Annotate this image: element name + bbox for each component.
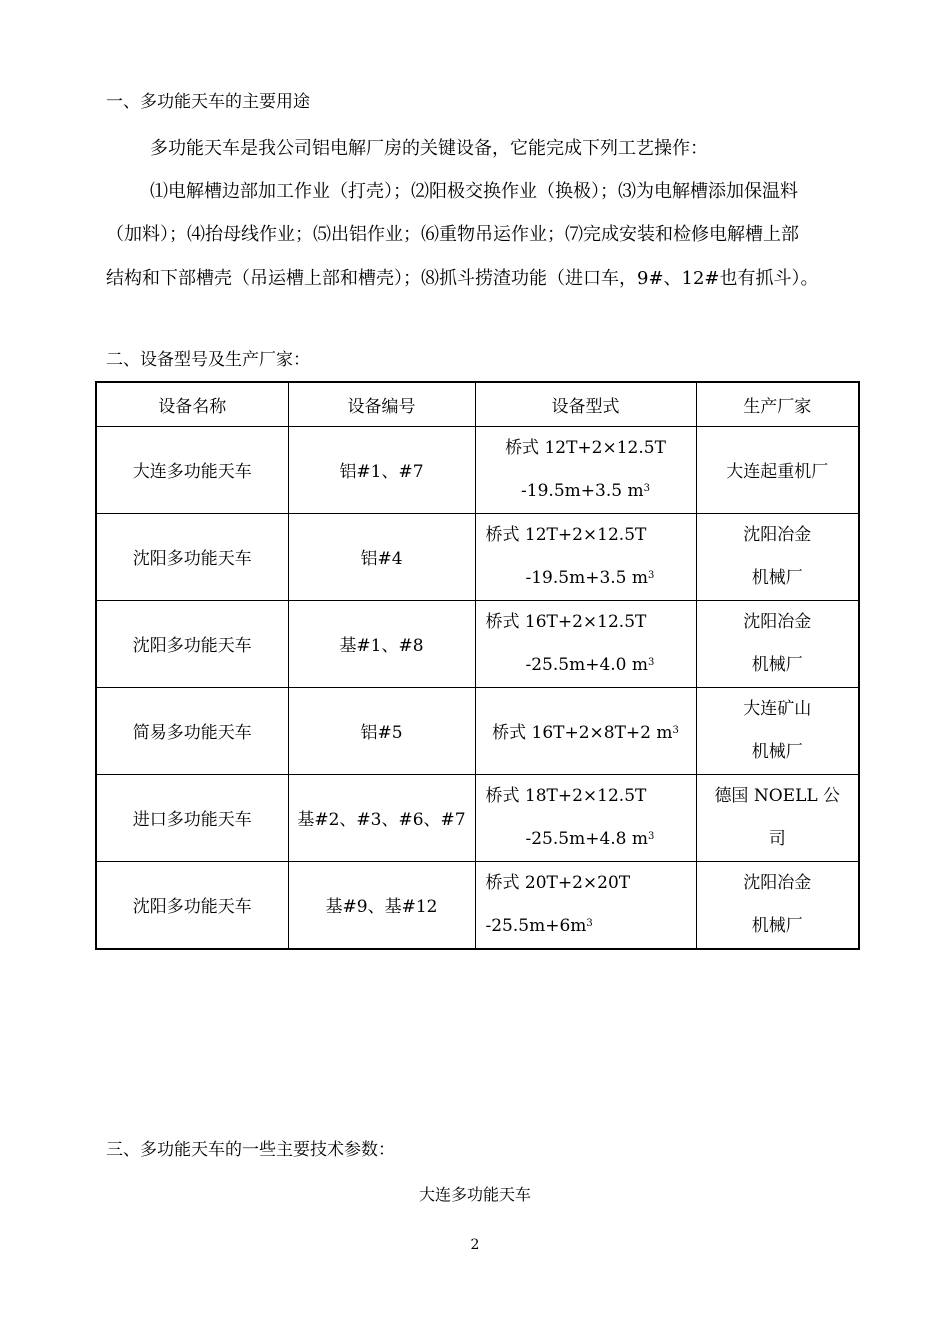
maker-line-2: 机械厂 [751, 654, 803, 675]
page-number: 2 [470, 1237, 480, 1253]
cell-name: 进口多功能天车 [96, 774, 288, 861]
header-name: 设备名称 [96, 382, 288, 426]
maker-line-2: 机械厂 [751, 741, 803, 762]
type-line-2-text: -25.5m+6m [485, 915, 587, 936]
cell-number: 铝#4 [288, 513, 475, 600]
type-line-2 [480, 470, 692, 513]
type-line-2-text: -19.5m+3.5 m [525, 567, 649, 588]
type-line-2 [480, 644, 692, 687]
table-row [96, 600, 859, 687]
cell-name: 沈阳多功能天车 [96, 600, 288, 687]
type-superscript: 3 [643, 482, 650, 494]
type-superscript: 3 [672, 725, 679, 736]
maker-line-1: 沈阳冶金 [743, 872, 812, 893]
section-1-heading: 一、多功能天车的主要用途 [106, 92, 310, 112]
section-3-heading: 三、多功能天车的一些主要技术参数： [106, 1140, 395, 1160]
cell-number: 基#1、#8 [288, 600, 475, 687]
table-row [96, 861, 859, 949]
table-row [96, 774, 859, 861]
cell-number: 铝#1、#7 [288, 426, 475, 513]
type-superscript: 3 [586, 917, 593, 929]
type-line-1: 桥式 16T+2×12.5T [485, 611, 647, 632]
cell-maker [696, 513, 859, 600]
type-line-2 [480, 557, 692, 600]
intro-paragraph: 多功能天车是我公司铝电解厂房的关键设备，它能完成下列工艺操作： [150, 138, 708, 159]
cell-maker [696, 426, 859, 513]
cell-number: 基#2、#3、#6、#7 [288, 774, 475, 861]
maker-line-1: 沈阳冶金 [743, 524, 812, 545]
equipment-table [95, 381, 860, 950]
type-line-2-text: -25.5m+4.8 m [525, 828, 649, 849]
cell-number: 基#9、基#12 [288, 861, 475, 949]
section-2-heading: 二、设备型号及生产厂家： [106, 350, 310, 370]
type-line-1: 桥式 16T+2×8T+2 m [492, 723, 673, 743]
cell-type [475, 600, 696, 687]
cell-maker [696, 687, 859, 774]
type-line-1: 桥式 18T+2×12.5T [485, 785, 647, 806]
header-number: 设备编号 [288, 382, 475, 426]
type-line-2-text: -19.5m+3.5 m [521, 480, 644, 501]
maker-line-1: 大连起重机厂 [726, 462, 829, 482]
maker-line-2: 司 [768, 828, 786, 849]
cell-name: 简易多功能天车 [96, 687, 288, 774]
cell-type [475, 426, 696, 513]
cell-name: 沈阳多功能天车 [96, 861, 288, 949]
type-line-2 [480, 905, 692, 948]
type-superscript: 3 [648, 656, 655, 668]
operations-line-2: （加料）；⑷抬母线作业；⑸出铝作业；⑹重物吊运作业；⑺完成安装和检修电解槽上部 [106, 224, 799, 245]
table-header-row [96, 382, 859, 426]
table-row [96, 426, 859, 513]
maker-line-2: 机械厂 [751, 915, 803, 936]
cell-type [475, 513, 696, 600]
maker-line-1: 大连矿山 [743, 698, 812, 719]
type-line-1: 桥式 12T+2×12.5T [485, 524, 647, 545]
type-superscript: 3 [648, 569, 655, 581]
cell-name: 大连多功能天车 [96, 426, 288, 513]
header-type: 设备型式 [475, 382, 696, 426]
table-row [96, 513, 859, 600]
subsection-title: 大连多功能天车 [418, 1185, 531, 1204]
maker-line-2: 机械厂 [751, 567, 803, 588]
type-line-2-text: -25.5m+4.0 m [525, 654, 649, 675]
maker-line-1: 沈阳冶金 [743, 611, 812, 632]
cell-type [475, 861, 696, 949]
type-line-1: 桥式 20T+2×20T [485, 872, 631, 893]
cell-maker [696, 600, 859, 687]
maker-line-1: 德国 NOELL 公 [714, 785, 841, 806]
cell-name: 沈阳多功能天车 [96, 513, 288, 600]
operations-line-3: 结构和下部槽壳（吊运槽上部和槽壳）；⑻抓斗捞渣功能（进口车，9#、12#也有抓斗）。 [106, 268, 819, 289]
operations-line-1: ⑴电解槽边部加工作业（打壳）；⑵阳极交换作业（换极）；⑶为电解槽添加保温料 [150, 181, 798, 202]
cell-type [475, 774, 696, 861]
type-line-1: 桥式 12T+2×12.5T [505, 437, 666, 458]
type-line-2 [480, 818, 692, 861]
cell-number: 铝#5 [288, 687, 475, 774]
cell-maker [696, 774, 859, 861]
cell-maker [696, 861, 859, 949]
table-row [96, 687, 859, 774]
cell-type [475, 687, 696, 774]
type-superscript: 3 [648, 830, 655, 842]
header-maker: 生产厂家 [696, 382, 859, 426]
